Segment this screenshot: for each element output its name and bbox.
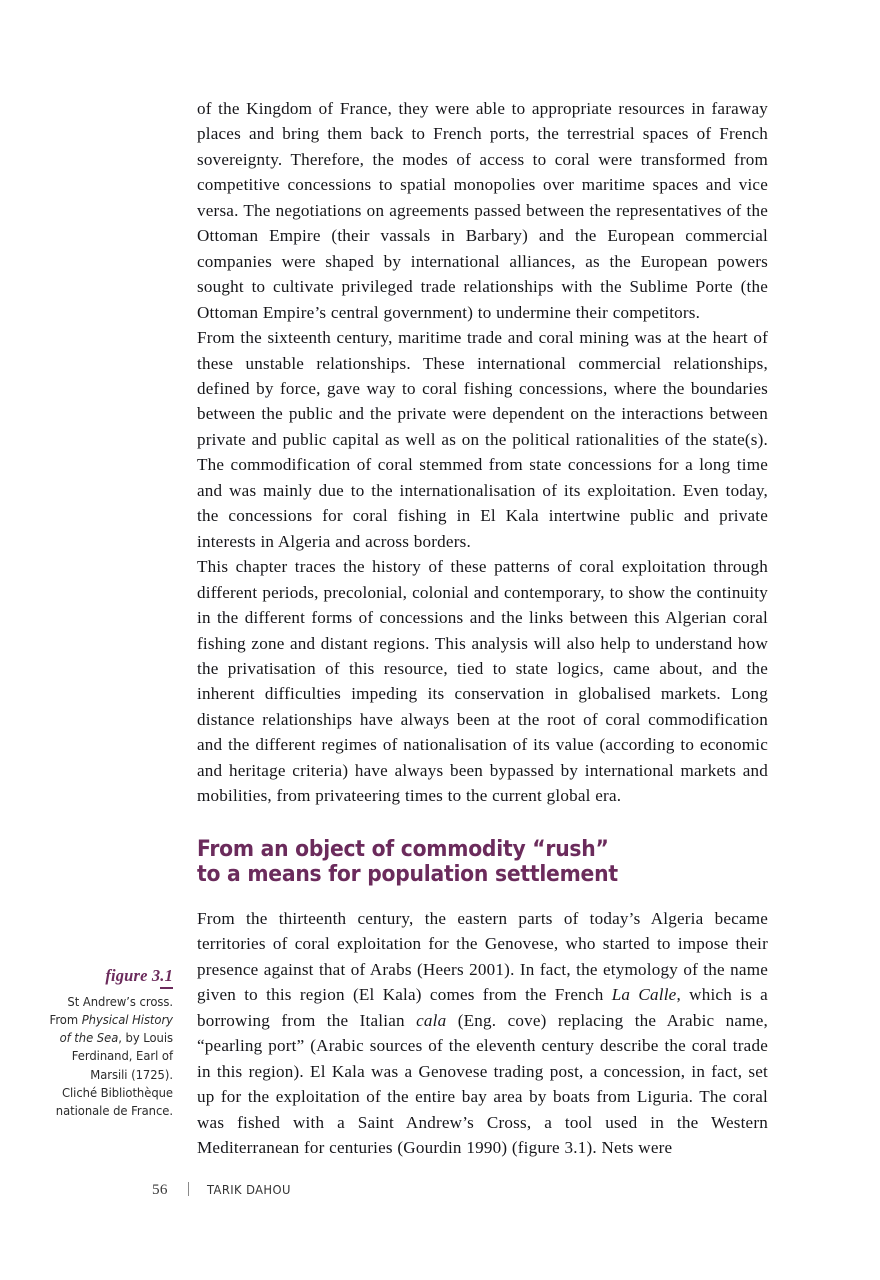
figure-caption-line-3 [41,1029,173,1047]
figure-caption-line-4: Ferdinand, Earl of [71,1048,173,1064]
section-heading [197,837,715,888]
page-footer [152,1180,297,1199]
figure-caption-line-5: Marsili (1725). [90,1066,173,1082]
par4-segment-1: From the thirteenth century, the eastern parts of today’s Algeria became territories of coral exploitation for the Genovese, who started to impose their presence against that of Arabs (Heers 2001). In fact, the etymology of the name given to this region (El Kala) comes from the French [197,909,768,1005]
figure-caption-line-2 [41,1011,173,1029]
section-heading-line-1: From an object of commodity “rush” [197,835,609,862]
figure-label: figure 3.1 [105,966,173,985]
figure-caption-line-1: St Andrew’s cross. [67,993,173,1009]
page-number: 56 [152,1181,168,1198]
post-heading-text-column [197,906,768,1161]
figure-caption-line-7: nationale de France. [55,1103,173,1119]
section-heading-line-2: to a means for population settlement [197,861,618,888]
par4-segment-2: , which is a borrowing from the Italian [197,985,768,1030]
main-text-column [197,96,768,809]
par4-italic-cala: cala [416,1010,447,1030]
body-paragraph-4 [197,906,768,1161]
running-head-author: TARIK DAHOU [207,1182,291,1197]
figure-caption [30,966,173,1121]
par4-segment-3: (Eng. cove) replacing the Arabic name, “pearling port” (Arabic sources of the eleventh century describe the coral trade in this region). El Kala was a Genovese trading post, a concession, in fact, set up for the exploitation of the entire bay area by boats from Liguria. The coral was fished with a Saint Andrew’s Cross, a tool used in the Western Mediterranean for centuries (Gourdin 1990) (figure 3.1). Nets were [197,1010,768,1158]
par4-italic-la-calle: La Calle [611,985,677,1005]
figure-caption-title-part-2: of the Sea [59,1030,119,1046]
body-paragraph-3: This chapter traces the history of these patterns of coral exploitation through different periods, precolonial, colonial and contemporary, to show the continuity in the different forms of concessions and the links between this Algerian coral fishing zone and distant regions. This analysis will also help to understand how the privatisation of this resource, tied to state logics, came about, and the inherent difficulties impeding its conservation in globalised markets. Long distance relationships have always been at the root of coral commodification and the different regimes of nationalisation of its value (according to economic and heritage criteria) have always been bypassed by international markets and mobilities, from privateering times to the current global era. [197,557,768,806]
figure-caption-from: From [49,1011,82,1027]
figure-label-rule [160,987,173,989]
body-paragraph-2: From the sixteenth century, maritime trade and coral mining was at the heart of these unstable relationships. These international commercial relationships, defined by force, gave way to coral fishing concessions, where the boundaries between the public and the private were dependent on the interactions between private and public capital as well as on the political rationalities of the state(s). The commodification of coral stemmed from state concessions for a long time and was mainly due to the internationalisation of its exploitation. Even today, the concessions for coral fishing in El Kala intertwine public and private interests in Algeria and across borders. [197,328,768,551]
figure-caption-byline: , by Louis [118,1030,173,1046]
figure-caption-text [41,993,173,1121]
figure-caption-line-6: Cliché Bibliothèque [61,1085,173,1101]
figure-caption-title-part-1: Physical History [81,1011,173,1027]
body-paragraph-1: of the Kingdom of France, they were able to appropriate resources in faraway places and bring them back to French ports, the terrestrial spaces of French sovereignty. Therefore, the modes of access to coral were transformed from competitive concessions to spatial monopolies over maritime spaces and vice versa. The negotiations on agreements passed between the representatives of the Ottoman Empire (their vassals in Barbary) and the European commercial companies were shaped by international alliances, as the European powers sought to cultivate privileged trade relationships with the Sublime Porte (the Ottoman Empire’s central government) to undermine their competitors. [197,99,768,322]
footer-separator-icon [188,1182,189,1196]
